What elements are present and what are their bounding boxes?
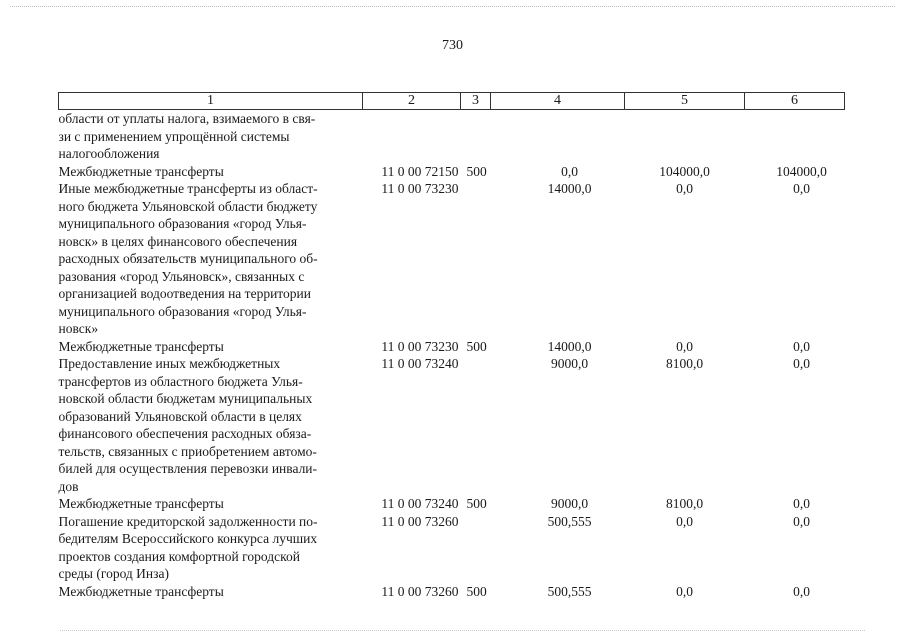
row-csr: 11 0 00 73260 (381, 583, 459, 599)
row-vr (461, 355, 491, 495)
row-amount-col6 (745, 110, 845, 163)
row-vr (461, 513, 491, 583)
row-amount-col5: 8100,0 (665, 496, 704, 511)
row-csr: 11 0 00 73230 (381, 181, 459, 196)
row-amount-col4: 0,0 (561, 163, 578, 179)
row-vr: 500 (466, 163, 487, 179)
text-line: Погашение кредиторской задолженности по- (58, 513, 318, 529)
page-number: 730 (442, 38, 463, 53)
table-row (59, 513, 845, 583)
header-col-6: 6 (745, 93, 845, 110)
table-row (59, 110, 845, 163)
text-line: Предоставление иных межбюджетных (58, 356, 281, 371)
text-line: муниципального образования «город Улья- (58, 216, 307, 231)
row-amount-col5: 0,0 (676, 338, 693, 354)
row-amount-col5: 104000,0 (659, 163, 710, 179)
text-line: бедителям Всероссийского конкурса лучших (58, 531, 318, 546)
text-line: зи с применением упрощённой системы (58, 128, 290, 144)
row-csr: 11 0 00 73260 (381, 513, 459, 529)
text-line: области от уплаты налога, взимаемого в свя- (58, 111, 316, 126)
row-amount-col4: 14000,0 (547, 338, 592, 354)
text-line: новской области бюджетам муниципальных (58, 391, 313, 406)
text-line: тельств, связанных с приобретением автомо- (58, 443, 317, 459)
text-line: трансфертов из областного бюджета Улья- (58, 373, 303, 389)
row-amount-col6: 104000,0 (776, 163, 827, 179)
header-col-5: 5 (625, 93, 745, 110)
row-csr (363, 110, 461, 163)
text-line: билей для осуществления перевозки инвали- (58, 461, 318, 476)
scan-artifact-top (10, 6, 895, 7)
row-name: Межбюджетные трансферты (58, 583, 224, 599)
row-vr (461, 180, 491, 338)
text-line: организацией водоотведения на территории (58, 286, 311, 301)
header-col-4: 4 (491, 93, 625, 110)
row-csr: 11 0 00 73230 (381, 338, 459, 354)
table-body (59, 110, 845, 601)
row-csr: 11 0 00 73240 (381, 356, 459, 371)
row-csr: 11 0 00 73240 (381, 496, 459, 511)
row-amount-col6: 0,0 (793, 181, 810, 196)
row-amount-col5: 0,0 (676, 181, 693, 196)
text-line: расходных обязательств муниципального об- (58, 251, 318, 266)
row-amount-col6: 0,0 (793, 496, 810, 511)
row-amount-col5: 8100,0 (665, 356, 704, 371)
row-vr: 500 (466, 583, 487, 599)
text-line: дов (58, 478, 79, 494)
row-name: Межбюджетные трансферты (58, 338, 224, 354)
text-line: проектов создания комфортной городской (58, 548, 300, 564)
row-name (59, 180, 363, 338)
row-amount-col5: 0,0 (676, 513, 693, 529)
header-row (59, 93, 845, 110)
row-amount-col4: 9000,0 (550, 356, 589, 371)
row-name (59, 110, 363, 163)
text-line: налогообложения (58, 146, 160, 161)
row-name: Межбюджетные трансферты (58, 496, 224, 511)
text-line: среды (город Инза) (58, 566, 169, 581)
table-row (59, 338, 845, 356)
row-vr: 500 (466, 338, 487, 354)
table-row (59, 180, 845, 338)
text-line: муниципального образования «город Улья- (58, 303, 307, 319)
text-line: финансового обеспечения расходных обяза- (58, 426, 312, 441)
scan-artifact-bottom (60, 630, 865, 631)
header-col-3: 3 (461, 93, 491, 110)
text-line: новск» в целях финансового обеспечения (58, 233, 298, 249)
table-row (59, 163, 845, 181)
row-amount-col6: 0,0 (793, 338, 810, 354)
text-line: новск» (58, 321, 99, 336)
header-col-1: 1 (59, 93, 363, 110)
row-amount-col5: 0,0 (676, 583, 693, 599)
table-header (59, 93, 845, 110)
row-amount-col4: 500,555 (547, 513, 592, 529)
table-row (59, 583, 845, 601)
row-amount-col6: 0,0 (793, 583, 810, 599)
row-amount-col4: 500,555 (547, 583, 592, 599)
text-line: Иные межбюджетные трансферты из област- (58, 181, 318, 196)
row-csr: 11 0 00 72150 (381, 163, 459, 179)
row-vr (461, 110, 491, 163)
budget-table (58, 92, 845, 600)
row-name (59, 355, 363, 495)
text-line: ного бюджета Ульяновской области бюджету (58, 198, 318, 214)
row-amount-col4: 9000,0 (550, 496, 589, 511)
row-amount-col5 (625, 110, 745, 163)
table-row (59, 355, 845, 495)
row-name (59, 513, 363, 583)
row-amount-col4 (491, 110, 625, 163)
row-amount-col4: 14000,0 (547, 181, 592, 196)
row-name: Межбюджетные трансферты (58, 163, 224, 179)
row-amount-col6: 0,0 (793, 356, 810, 371)
text-line: образований Ульяновской области в целях (58, 408, 302, 424)
header-col-2: 2 (363, 93, 461, 110)
row-vr: 500 (466, 496, 487, 511)
text-line: разования «город Ульяновск», связанных с (58, 268, 305, 284)
table-row (59, 495, 845, 513)
row-amount-col6: 0,0 (793, 513, 810, 529)
